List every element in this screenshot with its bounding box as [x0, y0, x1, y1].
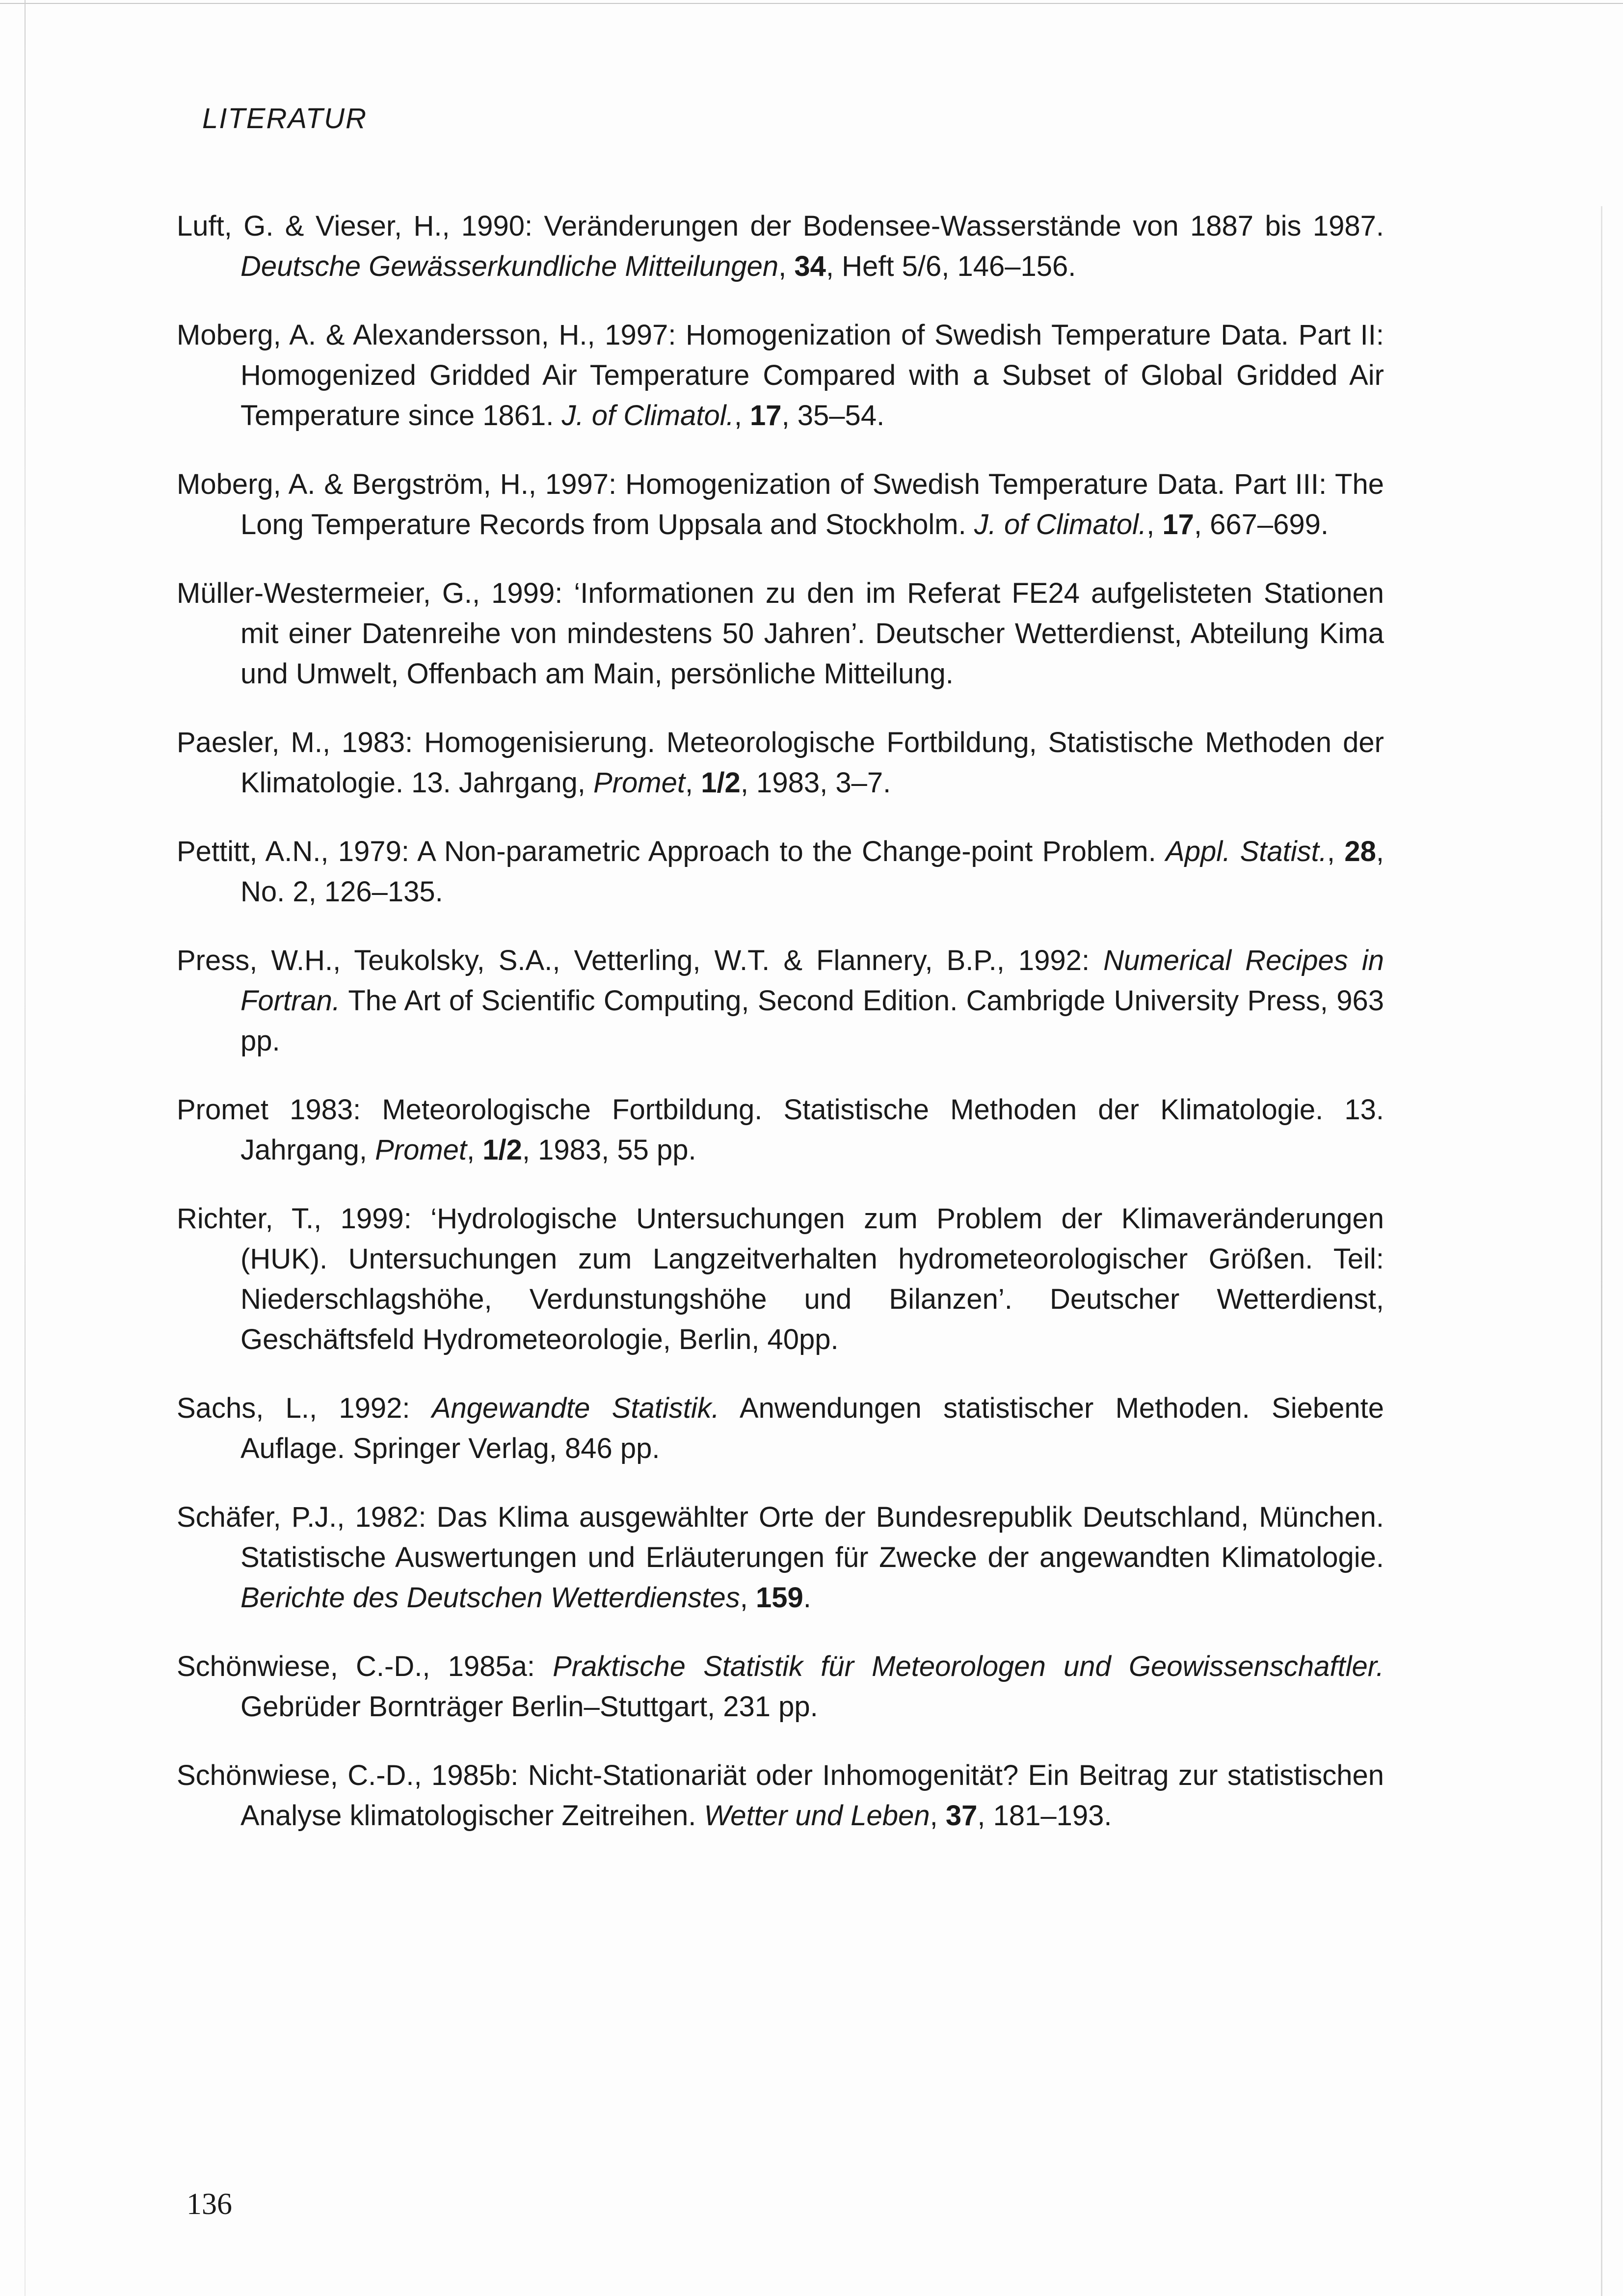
reference-text: . [803, 1582, 811, 1614]
page-number: 136 [186, 2188, 232, 2221]
reference-text: 37 [945, 1800, 978, 1832]
scan-edge-right [1601, 206, 1602, 2296]
reference-text: , Heft 5/6, 146–156. [825, 250, 1076, 282]
reference-text: , 667–699. [1194, 509, 1329, 540]
reference-text: Anwendungen statistischer Methoden. Siebente Auflage. Springer Verlag, 846 pp. [240, 1392, 1384, 1464]
reference-text: Deutsche Gewässerkundliche Mitteilungen [240, 250, 779, 282]
reference-text: Luft, G. & Vieser, H., 1990: Veränderungen der Bodensee-Wasserstände von 1887 bis 1987. [177, 210, 1384, 242]
reference-text: 34 [794, 250, 826, 282]
reference-text: Schäfer, P.J., 1982: Das Klima ausgewählter Orte der Bundesrepublik Deutschland, München. Statistische Auswertungen und Erläuterungen für Zwecke der angewandten Klimatologie. [177, 1501, 1384, 1573]
reference-entry [177, 832, 1384, 912]
reference-text: Numerical Recipes in Fortran. [240, 945, 1384, 1017]
reference-entry [177, 723, 1384, 803]
reference-text: Promet [375, 1134, 467, 1166]
reference-text: Müller-Westermeier, G., 1999: ‘Informationen zu den im Referat FE24 aufgelisteten Stationen mit einer Datenreihe von mindestens 50 Jahren’. Deutscher Wetterdienst, Abteilung Kima und Umwelt, Offenbach am Main, persönliche Mitteilung. [177, 577, 1384, 690]
reference-text: Press, W.H., Teukolsky, S.A., Vetterling, W.T. & Flannery, B.P., 1992: [177, 945, 1104, 976]
reference-entry [177, 1497, 1384, 1618]
reference-list [177, 206, 1384, 1864]
running-head: LITERATUR [202, 103, 367, 135]
reference-text: , 1983, 55 pp. [522, 1134, 696, 1166]
reference-text: 28 [1344, 836, 1376, 867]
reference-text: Paesler, M., 1983: Homogenisierung. Meteorologische Fortbildung, Statistische Methoden der Klimatologie. 13. Jahrgang, [177, 727, 1384, 799]
reference-entry [177, 1756, 1384, 1836]
reference-text: 159 [755, 1582, 803, 1614]
reference-entry [177, 315, 1384, 436]
reference-text: The Art of Scientific Computing, Second Edition. Cambrigde University Press, 963 pp. [240, 985, 1384, 1057]
reference-text: Angewandte Statistik. [431, 1392, 719, 1424]
reference-entry [177, 1090, 1384, 1170]
reference-text: Promet [593, 767, 685, 799]
reference-text: , 181–193. [977, 1800, 1112, 1832]
reference-text: , 1983, 3–7. [740, 767, 891, 799]
reference-text: Pettitt, A.N., 1979: A Non-parametric Approach to the Change-point Problem. [177, 836, 1166, 867]
reference-text: , [1327, 836, 1345, 867]
scan-edge-left [25, 0, 26, 2296]
reference-text: Schönwiese, C.-D., 1985a: [177, 1650, 553, 1682]
reference-text: Appl. Statist. [1166, 836, 1327, 867]
reference-text: J. of Climatol. [561, 400, 734, 432]
reference-entry [177, 206, 1384, 287]
reference-text: , No. 2, 126–135. [240, 836, 1384, 908]
reference-text: Wetter und Leben [704, 1800, 930, 1832]
reference-entry [177, 1647, 1384, 1727]
reference-text: , [1146, 509, 1163, 540]
reference-text: Moberg, A. & Alexandersson, H., 1997: Homogenization of Swedish Temperature Data. Part II: Homogenized Gridded Air Temperature Compared with a Subset of Global Gridded Air Temperature since 1861. [177, 319, 1384, 432]
reference-text: Moberg, A. & Bergström, H., 1997: Homogenization of Swedish Temperature Data. Part III: The Long Temperature Records from Uppsala and Stockholm. [177, 468, 1384, 540]
reference-text: , [930, 1800, 946, 1832]
reference-text: , [740, 1582, 756, 1614]
reference-text: 1/2 [701, 767, 741, 799]
reference-text: , 35–54. [781, 400, 885, 432]
reference-text: Gebrüder Bornträger Berlin–Stuttgart, 231 pp. [240, 1691, 818, 1723]
scan-edge-top [0, 3, 1623, 4]
reference-text: Promet 1983: Meteorologische Fortbildung. Statistische Methoden der Klimatologie. 13. Jahrgang, [177, 1094, 1384, 1166]
reference-text: Schönwiese, C.-D., 1985b: Nicht-Stationariät oder Inhomogenität? Ein Beitrag zur statistischen Analyse klimatologischer Zeitreihen. [177, 1759, 1384, 1832]
reference-text: Berichte des Deutschen Wetterdienstes [240, 1582, 740, 1614]
reference-text: 1/2 [482, 1134, 522, 1166]
reference-text: , [467, 1134, 483, 1166]
reference-text: Praktische Statistik für Meteorologen und Geowissenschaftler. [553, 1650, 1384, 1682]
reference-text: Richter, T., 1999: ‘Hydrologische Untersuchungen zum Problem der Klimaveränderungen (HUK). Untersuchungen zum Langzeitverhalten hydrometeorologischer Größen. Teil: Niederschlagshöhe, Verdunstungshöhe und Bilanzen’. Deutscher Wetterdienst, Geschäftsfeld Hydrometeorologie, Berlin, 40pp. [177, 1203, 1384, 1355]
reference-text: J. of Climatol. [974, 509, 1147, 540]
reference-text: 17 [1162, 509, 1194, 540]
reference-entry [177, 573, 1384, 694]
reference-text: , [685, 767, 701, 799]
reference-text: , [778, 250, 795, 282]
reference-text: Sachs, L., 1992: [177, 1392, 432, 1424]
reference-entry [177, 464, 1384, 545]
reference-entry [177, 1199, 1384, 1360]
reference-text: , [734, 400, 750, 432]
reference-entry [177, 1388, 1384, 1469]
reference-text: 17 [750, 400, 782, 432]
reference-entry [177, 941, 1384, 1061]
